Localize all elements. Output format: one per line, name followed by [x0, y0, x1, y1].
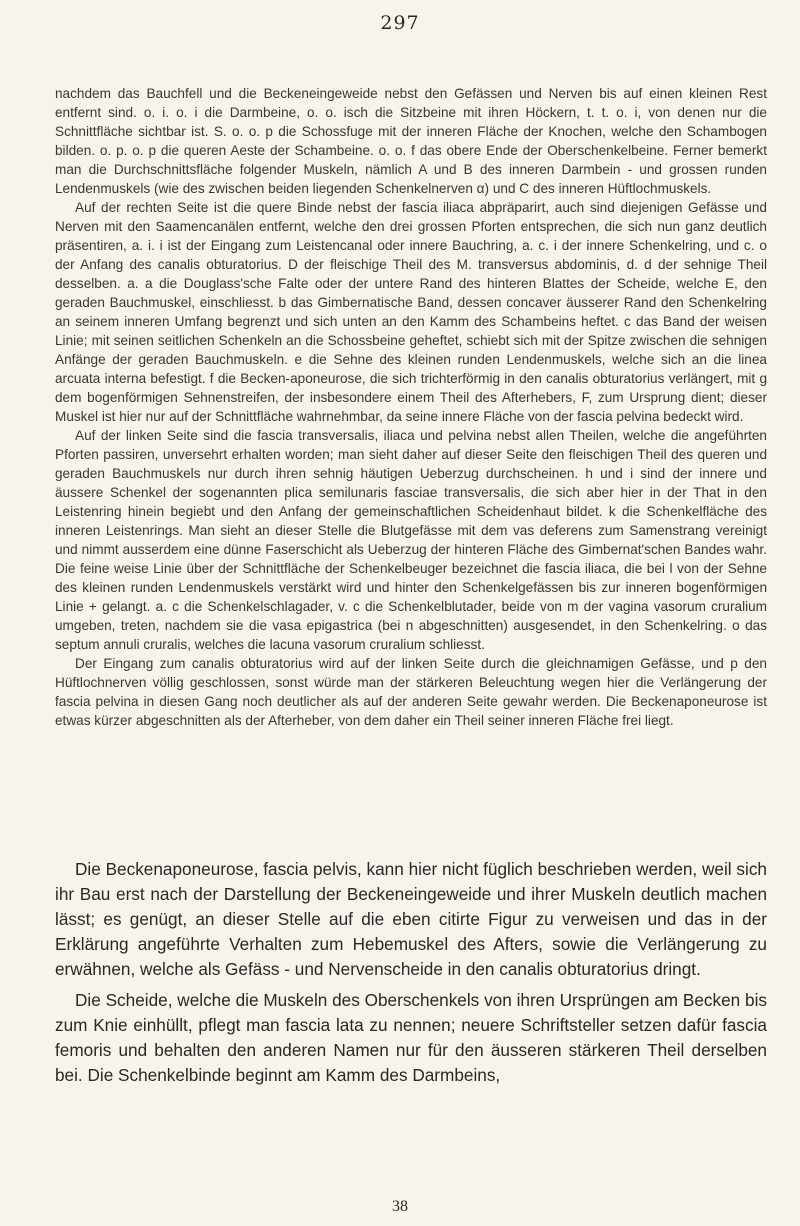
paragraph-figure-intro: nachdem das Bauchfell und die Beckeneingeweide nebst den Gefässen und Nerven bis auf einen kleinen Rest entfernt sind. o. i. o. i die Darmbeine, o. o. isch die Sitzbeine mit ihren Höckern, t. t. o. i, von denen nur die Schnittfläche sichtbar ist. S. o. o. p die Schossfuge mit der inneren Fläche der Knochen, welche den Schambogen bilden. o. p. o. p die queren Aeste der Schambeine. o. o. f das obere Ende der Oberschenkelbeine. Ferner bemerkt man die Durchschnittsfläche folgender Muskeln, nämlich A und B des inneren Darmbein - und grossen runden Lendenmuskels (wie des zwischen beiden liegenden Schenkelnerven α) und C des inneren Hüftlochmuskels.: [55, 86, 767, 196]
figure-explanation: [55, 84, 767, 730]
paragraph-left-side: Auf der linken Seite sind die fascia transversalis, iliaca und pelvina nebst allen Theilen, welche die angeführten Pforten passiren, unversehrt erhalten worden; man sieht daher auf dieser Seite den fleischigen Theil des queren und geraden Bauchmuskels nur durch ihren sehnig häutigen Ueberzug durchscheinen. h und i sind der innere und äussere Schenkel der sogenannten plica semilunaris fasciae transversalis, die sich aber hier in der That in den Leistenring hinein begiebt und den Anfang der gemeinschaftlichen Scheidenhaut bildet. k die Schenkelfläche des inneren Leistenrings. Man sieht an dieser Stelle die Blutgefässe mit dem vas deferens zum Samenstrang vereinigt und nimmt ausserdem eine dünne Faserschicht als Ueberzug der hinteren Fläche des Gimbernat'schen Bandes wahr. Die feine weise Linie über der Schnittfläche der Schenkelbeuger bezeichnet die fascia iliaca, die bei l von der Sehne des kleinen runden Lendenmuskels verstärkt wird und hinter den Schenkelgefässen bis zur inneren bogenförmigen Linie + gelangt. a. c die Schenkelschlagader, v. c die Schenkelblutader, beide von m der vagina vasorum cruralium umgeben, treten, nachdem sie die vasa epigastrica (bei n abgeschnitten) ausgesendet, in den Schenkelring. o das septum annuli cruralis, welches die lacuna vasorum cruralium schliesst.: [55, 428, 767, 652]
paragraph-obturator-canal: Der Eingang zum canalis obturatorius wird auf der linken Seite durch die gleichnamigen Gefässe, und p den Hüftlochnerven völlig geschlossen, sonst würde man der stärkeren Beleuchtung wegen hier die Verlängerung der fascia pelvina in diesen Gang noch deutlicher als auf der anderen Seite gewahr werden. Die Beckenaponeurose ist etwas kürzer abgeschnitten als der Afterheber, von dem daher ein Theil seiner inneren Fläche frei liegt.: [55, 656, 767, 728]
printer-signature: 38: [392, 1198, 408, 1215]
main-text: [55, 857, 767, 1088]
paragraph-right-side: Auf der rechten Seite ist die quere Binde nebst der fascia iliaca abpräparirt, auch sind diejenigen Gefässe und Nerven mit den Saamencanälen entfernt, welche den drei grossen Pforten entsprechen, die sich nun ganz deutlich präsentiren, a. i. i ist der Eingang zum Leistencanal oder innere Bauchring, a. c. i der innere Schenkelring, und c. o der Anfang des canalis obturatorius. D der fleischige Theil des M. transversus abdominis, d. d der sehnige Theil desselben. a. a die Douglass'sche Falte oder der untere Rand des hinteren Blattes der Scheide, welche E, den geraden Bauchmuskel, einschliesst. b das Gimbernatische Band, dessen concaver äusserer Rand den Schenkelring an seinem inneren Umfang begrenzt und sich unten an den Kamm des Schambeins heftet. c das Band der weisen Linie; mit seinen seitlichen Schenkeln an die Schossbeine geheftet, schiebt sich mit der Spitze zwischen die sehnigen Anfänge der geraden Bauchmuskeln. e die Sehne des kleinen runden Lendenmuskels, welche sich an die linea arcuata interna befestigt. f die Becken-aponeurose, die sich trichterförmig in den canalis obturatorius verlängert, mit g dem bogenförmigen Sehnenstreifen, der insbesondere einem Theil des Afterhebers, F, zum Ursprung dient; dieser Muskel ist hier nur auf der Schnittfläche wahrnehmbar, da seine innere Fläche von der fascia pelvina bedeckt wird.: [55, 200, 767, 424]
paragraph-fascia-pelvis: Die Beckenaponeurose, fascia pelvis, kann hier nicht füglich beschrieben werden, weil sich ihr Bau erst nach der Darstellung der Beckeneingeweide und ihrer Muskeln deutlich machen lässt; es genügt, an dieser Stelle auf die eben citirte Figur zu verweisen und das in der Erklärung angeführte Verhalten zum Hebemuskel des Afters, sowie die Verlängerung zu erwähnen, welche als Gefäss - und Nervenscheide in den canalis obturatorius dringt.: [55, 859, 767, 979]
page-number: 297: [380, 12, 420, 34]
paragraph-fascia-lata: Die Scheide, welche die Muskeln des Oberschenkels von ihren Ursprüngen am Becken bis zum Knie einhüllt, pflegt man fascia lata zu nennen; neuere Schriftsteller setzen dafür fascia femoris und behalten den anderen Namen nur für den äusseren stärkeren Theil derselben bei. Die Schenkelbinde beginnt am Kamm des Darmbeins,: [55, 990, 767, 1085]
